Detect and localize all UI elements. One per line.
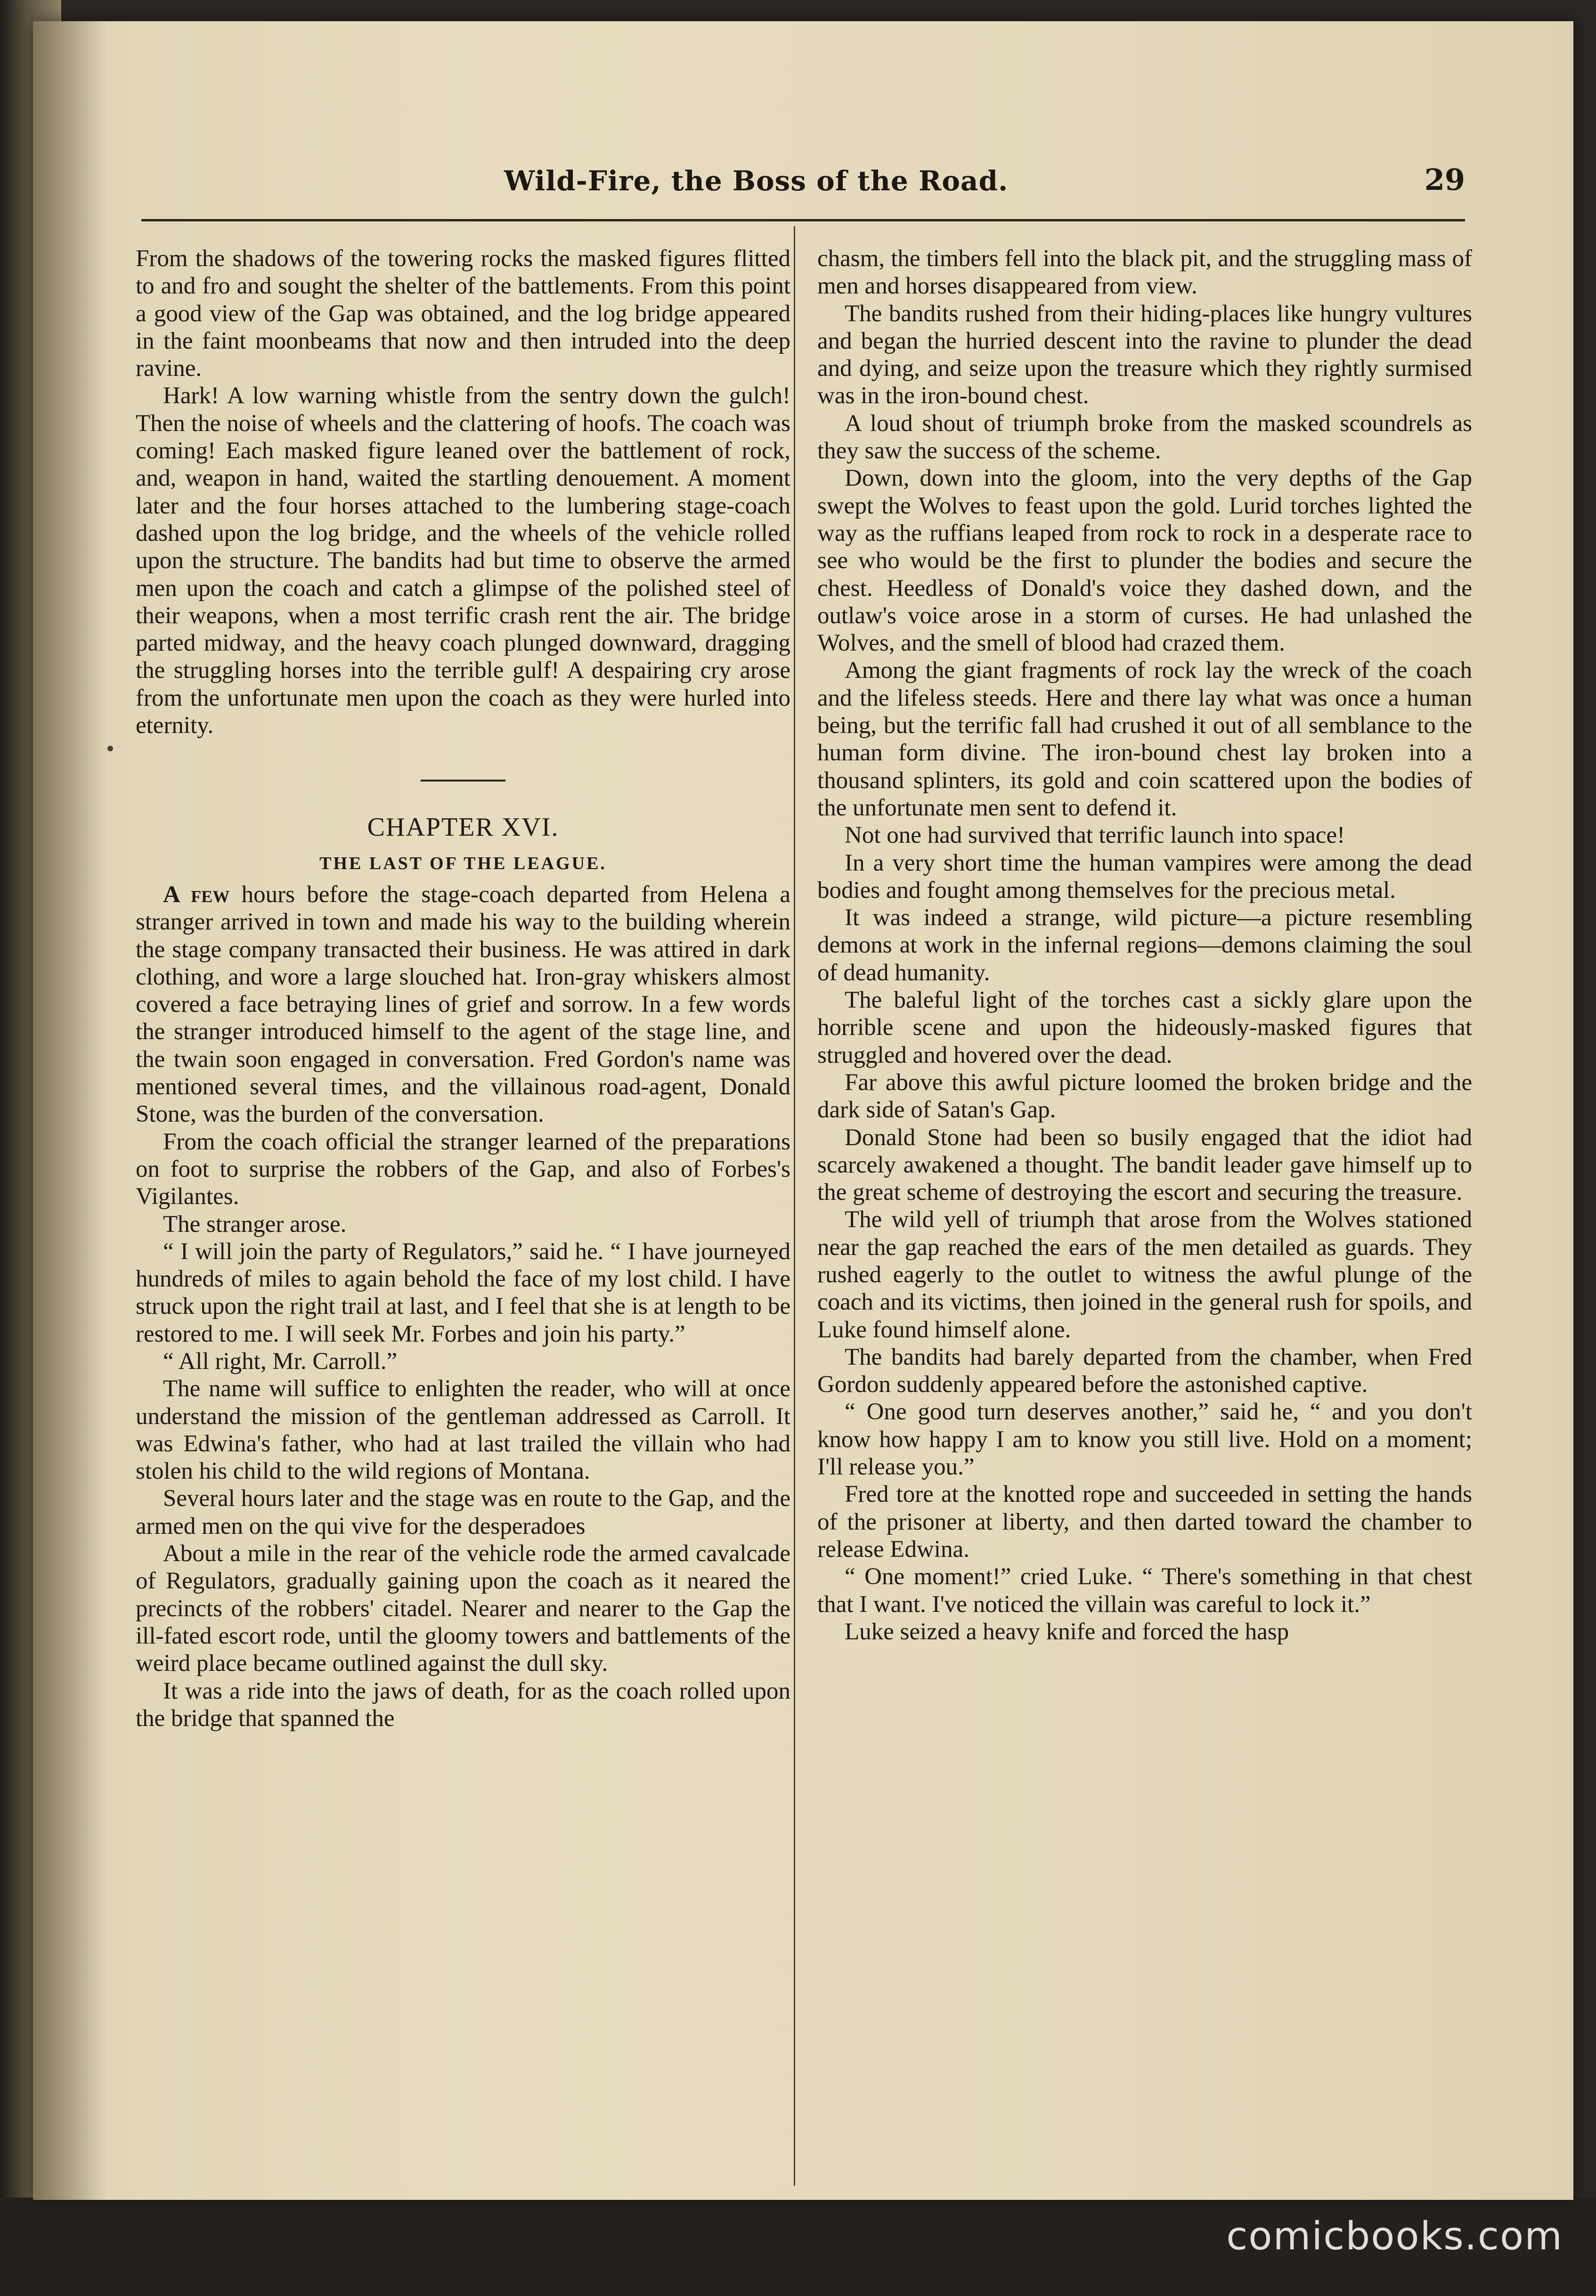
- paragraph: Donald Stone had been so busily engaged that the idiot had scarcely awakened a thought. The bandit leader gave himself up to the great scheme of destroying the escort and securing the treasure.: [817, 1124, 1472, 1206]
- column-divider: [794, 226, 795, 2186]
- spine-shadow: [33, 21, 108, 2200]
- paragraph: “ One moment!” cried Luke. “ There's something in that chest that I want. I've noticed the villain was careful to lock it.”: [817, 1563, 1472, 1618]
- site-watermark: comicbooks.com: [1226, 2214, 1563, 2259]
- paragraph: The baleful light of the torches cast a sickly glare upon the horrible scene and upon the hideously-masked figures that struggled and hovered over the dead.: [817, 987, 1472, 1068]
- paragraph: From the coach official the stranger learned of the preparations on foot to surprise the robbers of the Gap, and also of Forbes's Vigilantes.: [136, 1128, 790, 1210]
- paragraph: It was a ride into the jaws of death, for as the coach rolled upon the bridge that spanned the: [136, 1677, 790, 1732]
- paragraph: “ I will join the party of Regulators,” said he. “ I have journeyed hundreds of miles to again behold the face of my lost child. I have struck upon the right trail at last, and I feel that she is at length to be restored to me. I will seek Mr. Forbes and join his party.”: [136, 1238, 790, 1347]
- paragraph: “ One good turn deserves another,” said he, “ and you don't know how happy I am to know you still live. Hold on a moment; I'll release you.”: [817, 1399, 1472, 1481]
- paragraph: From the shadows of the towering rocks the masked figures flitted to and fro and sought the shelter of the battlements. From this point a good view of the Gap was obtained, and the log bridge appeared in the faint moonbeams that now and then intruded into the deep ravine.: [136, 245, 790, 382]
- header-rule: [141, 219, 1465, 221]
- right-column: [817, 245, 1472, 2195]
- chapter-separator: [421, 780, 505, 782]
- paragraph: It was indeed a strange, wild picture—a picture resembling demons at work in the infernal regions—demons claiming the soul of dead humanity.: [817, 904, 1472, 986]
- paragraph: The bandits had barely departed from the chamber, when Fred Gordon suddenly appeared before the astonished captive.: [817, 1343, 1472, 1398]
- paragraph: The stranger arose.: [163, 1211, 347, 1238]
- paragraph: Among the giant fragments of rock lay the wreck of the coach and the lifeless steeds. Here and there lay what was once a human being, but the terrific fall had crushed it out of all semblance to the human form divine. The iron-bound chest lay broken into a thousand splinters, its gold and coin scattered upon the bodies of the unfortunate men sent to defend it.: [817, 657, 1472, 821]
- paragraph: Not one had survived that terrific launch into space!: [845, 822, 1345, 849]
- paragraph: The name will suffice to enlighten the reader, who will at once understand the mission of the gentleman addressed as Carroll. It was Edwina's father, who had at last trailed the villain who had stolen his child to the wild regions of Montana.: [136, 1376, 790, 1485]
- paragraph: chasm, the timbers fell into the black pit, and the struggling mass of men and horses disappeared from view.: [817, 245, 1472, 300]
- opening-words: A few: [163, 881, 230, 908]
- paragraph: “ All right, Mr. Carroll.”: [163, 1348, 398, 1375]
- paragraph: Luke seized a heavy knife and forced the hasp: [845, 1618, 1289, 1645]
- margin-mark: [107, 746, 113, 751]
- paragraph: Down, down into the gloom, into the very depths of the Gap swept the Wolves to feast upon the gold. Lurid torches lighted the way as the ruffians leaped from rock to rock in a desperate race to see who would be the first to plunder the bodies and secure the chest. Heedless of Donald's voice they dashed down, and the outlaw's voice arose in a storm of curses. He had unlashed the Wolves, and the smell of blood had crazed them.: [817, 465, 1472, 657]
- paragraph: In a very short time the human vampires were among the dead bodies and fought among themselves for the precious metal.: [817, 849, 1472, 904]
- page-number: 29: [1424, 163, 1465, 197]
- chapter-title: CHAPTER XVI.: [367, 813, 559, 842]
- running-title: Wild-Fire, the Boss of the Road.: [504, 165, 1009, 197]
- paragraph: Fred tore at the knotted rope and succeeded in setting the hands of the prisoner at liberty, and then darted toward the chamber to release Edwina.: [817, 1481, 1472, 1563]
- paragraph: Far above this awful picture loomed the broken bridge and the dark side of Satan's Gap.: [817, 1069, 1472, 1124]
- paragraph: Hark! A low warning whistle from the sentry down the gulch! Then the noise of wheels and the clattering of hoofs. The coach was coming! Each masked figure leaned over the battlement of rock, and, weapon in hand, waited the startling denouement. A moment later and the four horses attached to the lumbering stage-coach dashed upon the log bridge, and the wheels of the vehicle rolled upon the structure. The bandits had but time to observe the armed men upon the coach and catch a glimpse of the polished steel of their weapons, when a most terrific crash rent the air. The bridge parted midway, and the heavy coach plunged downward, dragging the struggling horses into the terrible gulf! A despairing cry arose from the unfortunate men upon the coach as they were hurled into eternity.: [136, 383, 790, 739]
- opening-text: hours before the stage-coach departed from Helena a stranger arrived in town and made his way to the building wherein the stage company transacted their business. He was attired in dark clothing, and wore a large slouched hat. Iron-gray whiskers almost covered a face betraying lines of grief and sorrow. In a few words the stranger introduced himself to the agent of the stage line, and the twain soon engaged in conversation. Fred Gordon's name was mentioned several times, and the villainous road-agent, Donald Stone, was the burden of the conversation.: [136, 881, 790, 1128]
- paragraph: About a mile in the rear of the vehicle rode the armed cavalcade of Regulators, gradually gaining upon the coach as it neared the precincts of the robbers' citadel. Nearer and nearer to the Gap the ill-fated escort rode, until the gloomy towers and battlements of the weird place became outlined against the dull sky.: [136, 1540, 790, 1677]
- chapter-subtitle: THE LAST OF THE LEAGUE.: [319, 853, 607, 873]
- paragraph: The wild yell of triumph that arose from the Wolves stationed near the gap reached the ears of the men detailed as guards. They rushed eagerly to the outlet to witness the awful plunge of the coach and its victims, then joined in the general rush for spoils, and Luke found himself alone.: [817, 1206, 1472, 1343]
- left-column: [136, 245, 790, 2195]
- chapter-opening-paragraph: [136, 881, 790, 1128]
- paragraph: The bandits rushed from their hiding-places like hungry vultures and began the hurried descent into the ravine to plunder the dead and dying, and seize upon the treasure which they rightly surmised was in the iron-bound chest.: [817, 300, 1472, 409]
- paragraph: Several hours later and the stage was en route to the Gap, and the armed men on the qui vive for the desperadoes: [136, 1485, 790, 1539]
- paragraph: A loud shout of triumph broke from the masked scoundrels as they saw the success of the scheme.: [817, 410, 1472, 464]
